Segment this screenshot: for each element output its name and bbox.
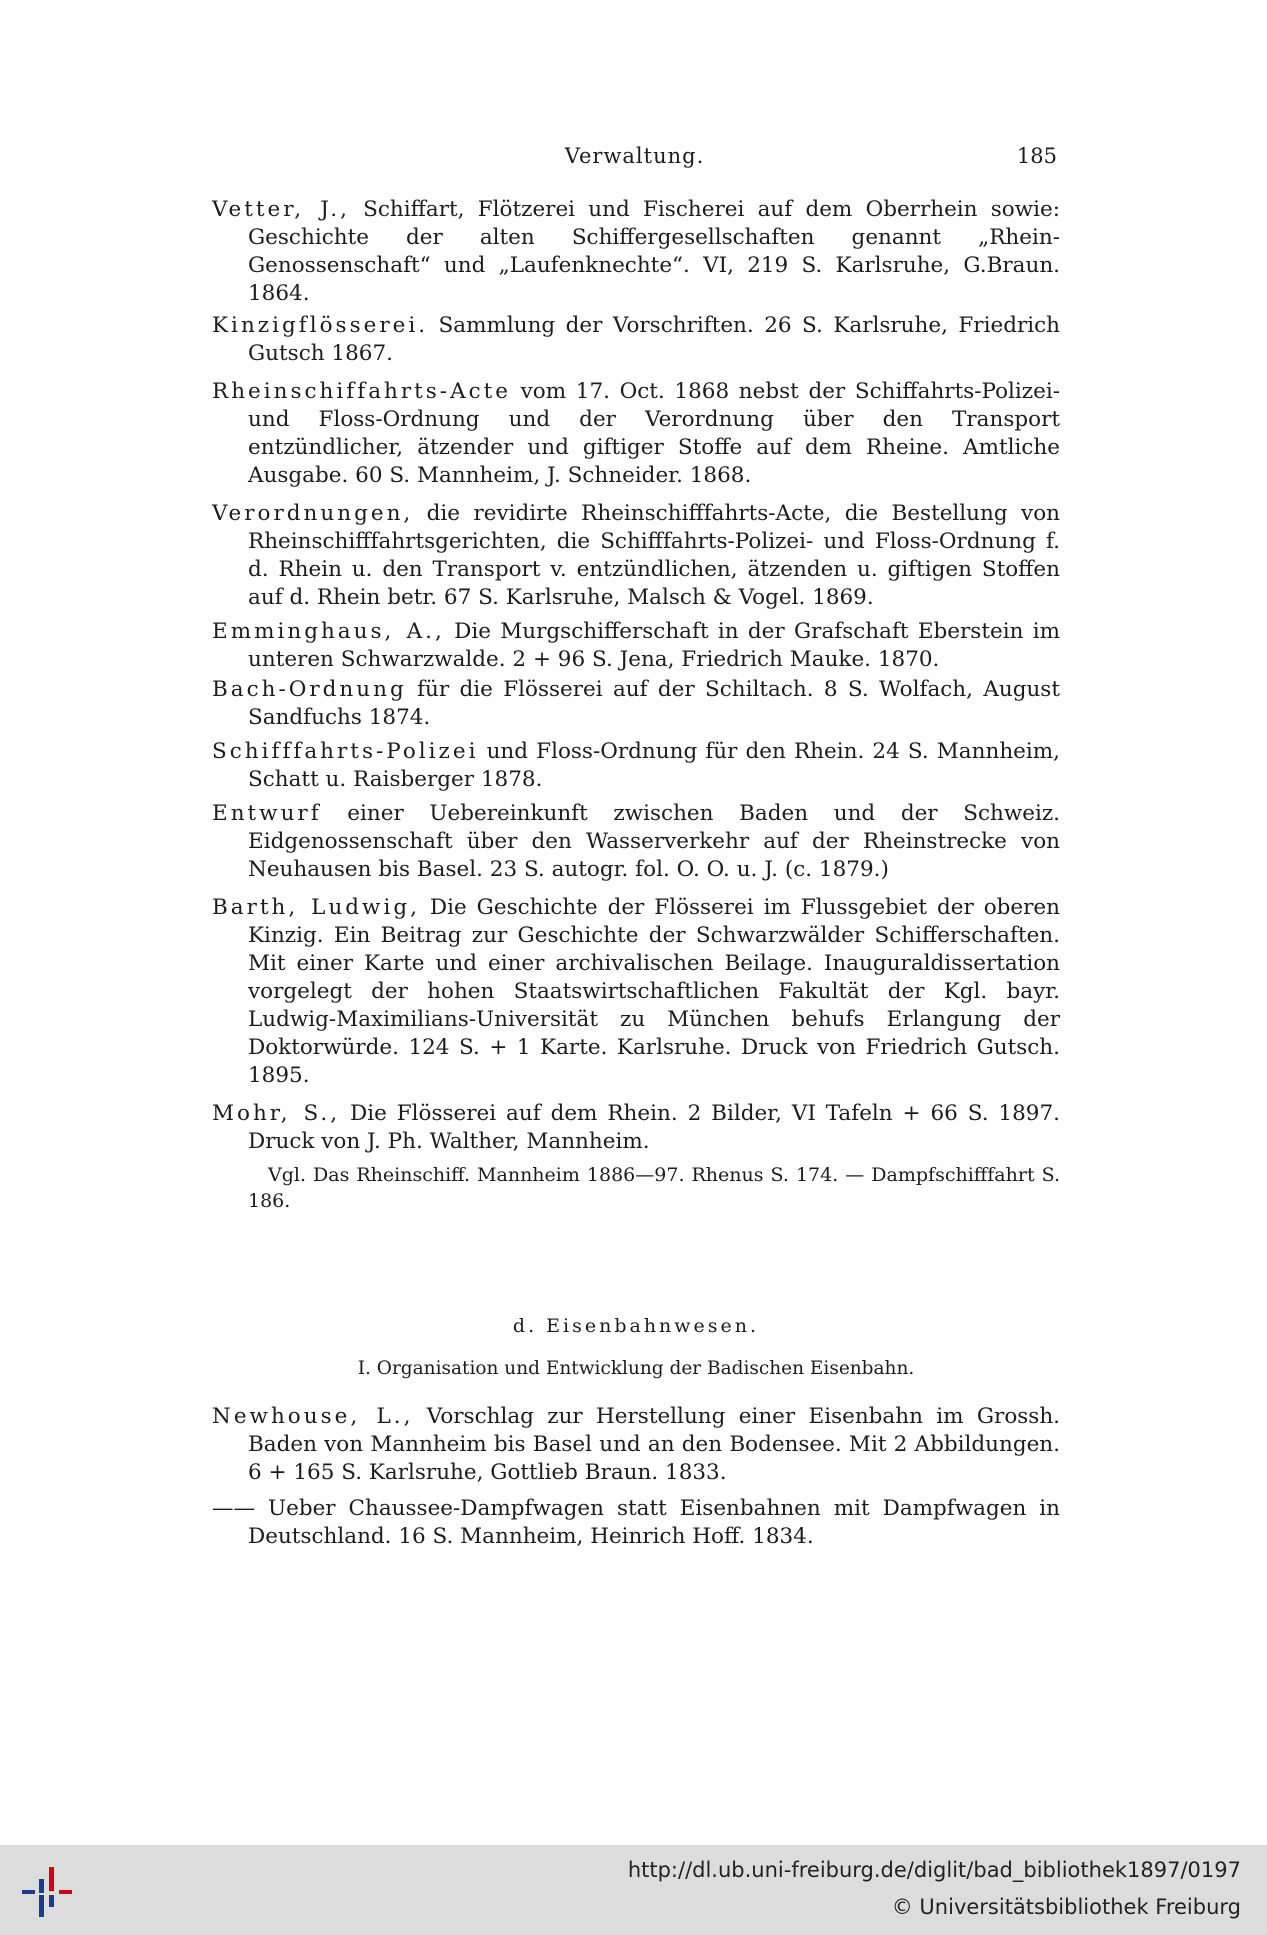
bibliography-entry (212, 1100, 1060, 1156)
source-url-link[interactable]: http://dl.ub.uni-freiburg.de/diglit/bad_bibliothek1897/0197 (627, 1858, 1241, 1882)
entry-author: Newhouse, L., (212, 1404, 414, 1429)
bibliography-entry (212, 800, 1060, 884)
entry-author-ditto: —— (212, 1496, 255, 1521)
entry-text: einer Uebereinkunft zwischen Baden und der Schweiz. Eidgenossenschaft über den Wasserverkehr auf der Rheinstrecke von Neuhausen bis Basel. 23 S. autogr. fol. O. O. u. J. (c. 1879.) (248, 801, 1060, 882)
entry-text: Ueber Chaussee-Dampfwagen statt Eisenbahnen mit Dampfwagen in Deutschland. 16 S. Mannheim, Heinrich Hoff. 1834. (248, 1496, 1060, 1549)
entry-text: Vorschlag zur Herstellung einer Eisenbahn im Grossh. Baden von Mannheim bis Basel und an den Bodensee. Mit 2 Abbildungen. 6 + 165 S. Karlsruhe, Gottlieb Braun. 1833. (248, 1404, 1061, 1485)
bibliography-entry (212, 1403, 1060, 1487)
entry-text: Die Geschichte der Flösserei im Flussgebiet der oberen Kinzig. Ein Beitrag zur Geschichte der Schwarzwälder Schifferschaften. Mit einer Karte und einer archivalischen Beilage. Inauguraldissertation vorgelegt der hohen Staatswirtschaftlichen Fakultät der Kgl. bayr. Ludwig-Maximilians-Universität zu München behufs Erlangung der Doktorwürde. 124 S. + 1 Karte. Karlsruhe. Druck von Friedrich Gutsch. 1895. (248, 895, 1060, 1088)
entry-author: Verordnungen, (212, 501, 414, 526)
entry-author: Entwurf (212, 801, 322, 826)
entry-text: die revidirte Rheinschifffahrts-Acte, die Bestellung von Rheinschifffahrtsgerichten, die Schifffahrts-Polizei- und Floss-Ordnung f. d. Rhein u. den Transport v. entzündlichen, ätzenden u. giftigen Stoffen auf d. Rhein betr. 67 S. Karlsruhe, Malsch & Vogel. 1869. (248, 501, 1060, 610)
entry-text: vom 17. Oct. 1868 nebst der Schiffahrts-Polizei- und Floss-Ordnung und der Verordnung über den Transport entzündlicher, ätzender und giftiger Stoffe auf dem Rheine. Amtliche Ausgabe. 60 S. Mannheim, J. Schneider. 1868. (248, 379, 1060, 488)
copyright-notice: © Universitätsbibliothek Freiburg (891, 1895, 1241, 1919)
entry-text: Die Murgschifferschaft in der Grafschaft Eberstein im unteren Schwarzwalde. 2 + 96 S. Jena, Friedrich Mauke. 1870. (248, 619, 1060, 672)
viewer-footer (0, 1845, 1267, 1935)
bibliography-entry (212, 894, 1060, 1090)
bibliography-entry (212, 312, 1060, 368)
entry-text: Die Flösserei auf dem Rhein. 2 Bilder, VI Tafeln + 66 S. 1897. Druck von J. Ph. Walther, Mannheim. (248, 1101, 1060, 1154)
entry-author: Mohr, S., (212, 1101, 341, 1126)
entry-author: Bach-Ordnung (212, 677, 407, 702)
entry-author: Barth, Ludwig, (212, 895, 420, 920)
entry-author: Vetter, J., (212, 197, 350, 222)
bibliography-entry (212, 676, 1060, 732)
bibliography-entry (212, 738, 1060, 794)
entry-text: Sammlung der Vorschriften. 26 S. Karlsruhe, Friedrich Gutsch 1867. (248, 313, 1060, 366)
entry-text: für die Flösserei auf der Schiltach. 8 S. Wolfach, August Sandfuchs 1874. (248, 677, 1060, 730)
bibliography-entry (212, 378, 1060, 490)
section-heading: d. Eisenbahnwesen. (512, 1315, 760, 1337)
entry-text: Schiffart, Flötzerei und Fischerei auf dem Oberrhein sowie: Geschichte der alten Schiffergesellschaften genannt „Rhein-Genossenschaft“ und „Laufenknechte“. VI, 219 S. Karlsruhe, G.Braun. 1864. (248, 197, 1060, 306)
cross-reference-note: Vgl. Das Rheinschiff. Mannheim 1886—97. Rhenus S. 174. — Dampfschifffahrt S. 186. (248, 1164, 1060, 1212)
entry-author: Emminghaus, A., (212, 619, 445, 644)
bibliography-list (212, 196, 1060, 1214)
page-number: 185 (1016, 144, 1057, 168)
bibliography-entry (212, 196, 1060, 308)
entry-author: Schifffahrts-Polizei (212, 739, 479, 764)
bibliography-list-railway (212, 1403, 1060, 1551)
entry-text: und Floss-Ordnung für den Rhein. 24 S. Mannheim, Schatt u. Raisberger 1878. (248, 739, 1060, 792)
bibliography-entry (212, 500, 1060, 612)
running-title: Verwaltung. (564, 144, 705, 168)
bibliography-entry (212, 618, 1060, 674)
section-subheading: I. Organisation und Entwicklung der Badischen Eisenbahn. (357, 1358, 915, 1379)
entry-author: Rheinschiffahrts-Acte (212, 379, 512, 404)
bibliography-entry (212, 1495, 1060, 1551)
entry-author: Kinzigflösserei. (212, 313, 429, 338)
ub-freiburg-logo-icon (22, 1863, 82, 1919)
page-header (212, 144, 1057, 174)
